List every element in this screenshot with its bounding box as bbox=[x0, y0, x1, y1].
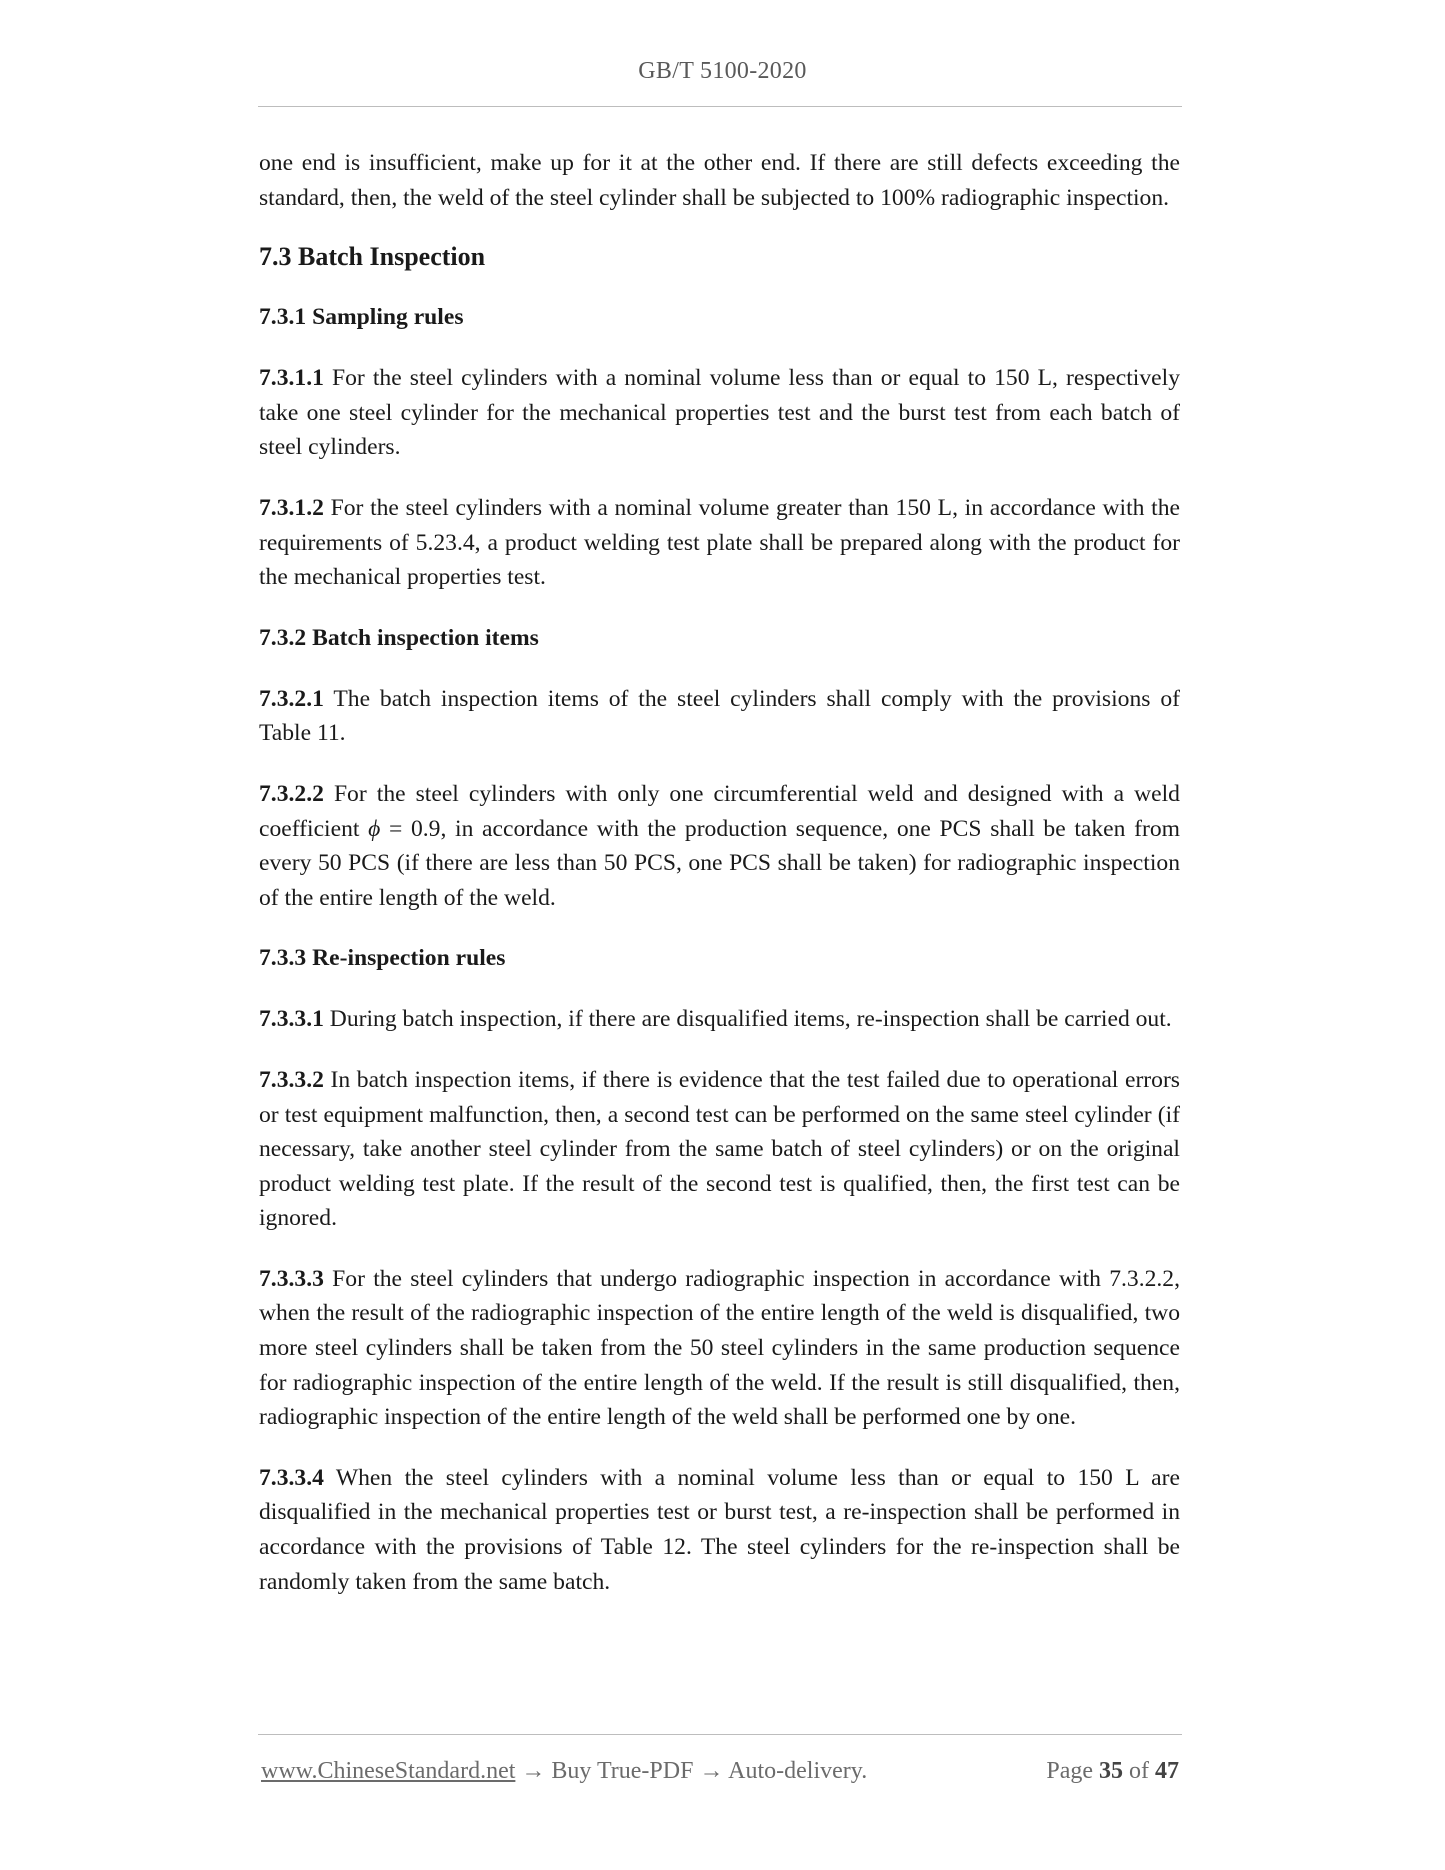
clause-text-cont: = 0.9, in accordance with the production sequence, one PCS shall be taken from every 50 PCS (if there are less than 50 PCS, one PCS shall be taken) for radiographic inspection of the entire length of the weld. bbox=[259, 815, 1180, 911]
clause-7-3-2-1 bbox=[259, 682, 1180, 751]
clause-text: For the steel cylinders with a nominal volume greater than 150 L, in accordance with the requirements of 5.23.4, a product welding test plate shall be prepared along with the product for the mechanical properties test. bbox=[259, 494, 1180, 591]
clause-number: 7.3.2.2 bbox=[259, 780, 324, 807]
clause-text: The batch inspection items of the steel cylinders shall comply with the provisions of Table 11. bbox=[259, 685, 1180, 747]
clause-number: 7.3.3.3 bbox=[259, 1265, 324, 1292]
subsection-heading-7-3-1: 7.3.1 Sampling rules bbox=[259, 304, 464, 331]
page-label: Page bbox=[1046, 1758, 1093, 1784]
clause-number: 7.3.1.1 bbox=[259, 365, 324, 392]
page-number bbox=[1046, 1758, 1179, 1785]
clause-text: During batch inspection, if there are disqualified items, re-inspection shall be carried out. bbox=[329, 1006, 1172, 1033]
arrow-right-icon: → bbox=[699, 1758, 724, 1784]
clause-7-3-1-2 bbox=[259, 491, 1180, 595]
footer-promo bbox=[261, 1758, 867, 1785]
clause-text: For the steel cylinders with only one circumferential weld and designed with a weld coefficient bbox=[259, 780, 1180, 842]
arrow-right-icon: → bbox=[521, 1758, 546, 1784]
clause-7-3-3-4 bbox=[259, 1461, 1180, 1599]
clause-7-3-2-2 bbox=[259, 777, 1180, 915]
page-header-title: GB/T 5100-2020 bbox=[638, 58, 807, 84]
clause-7-3-1-1 bbox=[259, 361, 1180, 465]
section-heading-7-3: 7.3 Batch Inspection bbox=[259, 242, 486, 272]
buy-true-pdf-text: Buy True-PDF bbox=[551, 1758, 694, 1784]
clause-number: 7.3.3.1 bbox=[259, 1006, 324, 1033]
phi-symbol: ϕ bbox=[368, 815, 381, 842]
clause-number: 7.3.1.2 bbox=[259, 494, 324, 521]
page-total: 47 bbox=[1155, 1758, 1179, 1784]
clause-number: 7.3.3.2 bbox=[259, 1066, 324, 1093]
clause-text: For the steel cylinders with a nominal volume less than or equal to 150 L, respectively take one steel cylinder for the mechanical properties test and the burst test from each batch of steel cylinders. bbox=[259, 365, 1180, 461]
clause-text: In batch inspection items, if there is evidence that the test failed due to operational errors or test equipment malfunction, then, a second test can be performed on the same steel cylinder (if necessary, take another steel cylinder from the same batch of steel cylinders) or on the original product welding test plate. If the result of the second test is qualified, then, the first test can be ignored. bbox=[259, 1066, 1180, 1232]
of-label: of bbox=[1129, 1758, 1149, 1784]
clause-number: 7.3.3.4 bbox=[259, 1464, 324, 1491]
clause-text: For the steel cylinders that undergo radiographic inspection in accordance with 7.3.2.2, when the result of the radiographic inspection of the entire length of the weld is disqualified, two more steel cylinders shall be taken from the 50 steel cylinders in the same production sequence for radiographic inspection of the entire length of the weld. If the result is still disqualified, then, radiographic inspection of the entire length of the weld shall be performed one by one. bbox=[259, 1265, 1180, 1431]
website-link[interactable]: www.ChineseStandard.net bbox=[261, 1758, 516, 1784]
clause-number: 7.3.2.1 bbox=[259, 685, 324, 712]
paragraph-continued: one end is insufficient, make up for it at the other end. If there are still defects exceeding the standard, then, the weld of the steel cylinder shall be subjected to 100% radiographic inspection. bbox=[259, 150, 1180, 211]
subsection-heading-7-3-2: 7.3.2 Batch inspection items bbox=[259, 624, 539, 651]
page-current: 35 bbox=[1099, 1758, 1123, 1784]
clause-7-3-3-3 bbox=[259, 1262, 1180, 1435]
auto-delivery-text: Auto-delivery. bbox=[728, 1758, 868, 1784]
header-divider bbox=[258, 106, 1182, 107]
document-body bbox=[259, 146, 1180, 1625]
footer-divider bbox=[258, 1734, 1182, 1735]
clause-7-3-3-1 bbox=[259, 1002, 1180, 1037]
clause-text: When the steel cylinders with a nominal volume less than or equal to 150 L are disqualified in the mechanical properties test or burst test, a re-inspection shall be performed in accordance with the provisions of Table 12. The steel cylinders for the re-inspection shall be randomly taken from the same batch. bbox=[259, 1464, 1180, 1595]
clause-7-3-3-2 bbox=[259, 1063, 1180, 1236]
subsection-heading-7-3-3: 7.3.3 Re-inspection rules bbox=[259, 945, 506, 972]
